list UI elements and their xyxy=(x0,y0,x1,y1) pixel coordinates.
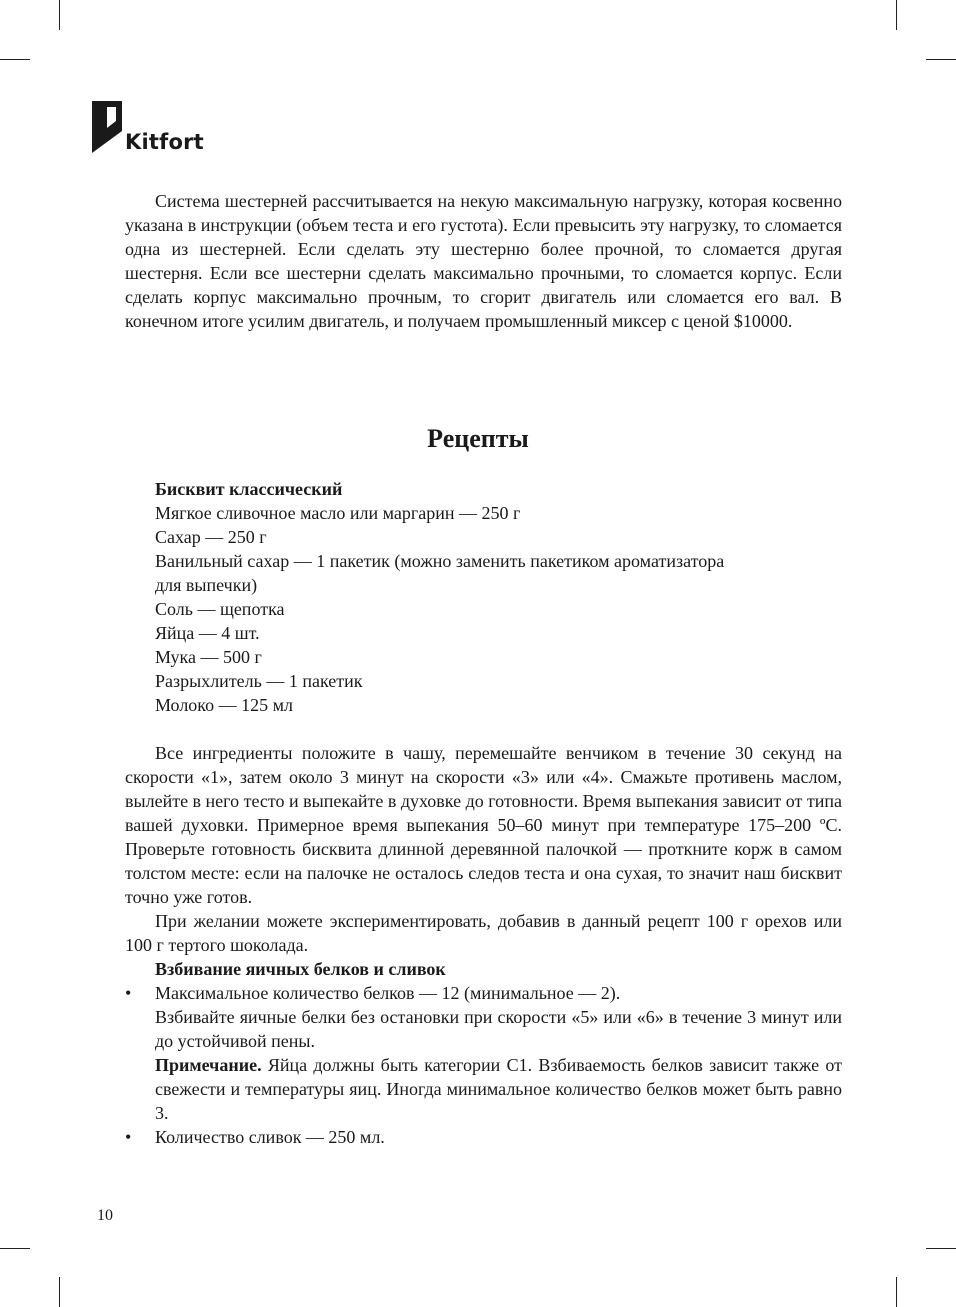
brand-logo xyxy=(92,101,204,153)
section-title: Рецепты xyxy=(427,424,529,453)
brand-name: Kitfort xyxy=(125,130,204,154)
crop-mark-top-right xyxy=(896,0,897,30)
ingredient-item: Разрыхлитель — 1 пакетик xyxy=(155,671,363,691)
intro-paragraph: Система шестерней рассчитывается на некую максимальную нагрузку, которая косвенно указана в инструкции (объем теста и его густота). Если превысить эту нагрузку, то сломается одна из шестерней. Если сделать эту шестерню более прочной, то сломается другая шестерня. Если все шестерни сделать максимально прочными, то сломается корпус. Если сделать корпус максимально прочным, то сгорит двигатель или сломается его вал. В конечном итоге усилим двигатель, и получаем промышленный миксер с ценой $10000. xyxy=(125,191,842,331)
recipe-ingredients xyxy=(155,477,845,717)
whipping-item-egg-whites xyxy=(125,981,842,1125)
recipe-title: Бисквит классический xyxy=(155,479,343,499)
ingredient-item: для выпечки) xyxy=(155,575,258,595)
ingredient-item: Молоко — 125 мл xyxy=(155,695,294,715)
crop-mark-left-top xyxy=(0,59,30,60)
crop-mark-bottom-left xyxy=(59,1277,60,1307)
ingredient-item: Сахар — 250 г xyxy=(155,527,267,547)
bullet-icon: • xyxy=(125,1127,132,1147)
ingredient-item: Ванильный сахар — 1 пакетик (можно заменить пакетиком ароматизатора xyxy=(155,551,725,571)
recipe-instructions: Все ингредиенты положите в чашу, перемешайте венчиком в течение 30 секунд на скорости «1», затем около 3 минут на скорости «3» или «4». Смажьте противень маслом, вылейте в него тесто и выпекайте в духовке до готовности. Время выпекания зависит от типа вашей духовки. Примерное время выпекания 50–60 минут при температуре 175–200 ºC. Проверьте готовность бисквита длинной деревянной палочкой — проткните корж в самом толстом месте: если на палочке не осталось следов теста и она сухая, то значит наш бисквит точно уже готов. xyxy=(125,743,842,907)
intro-section xyxy=(125,189,842,333)
crop-mark-left-bottom xyxy=(0,1248,30,1249)
bullet-icon: • xyxy=(125,983,132,1003)
egg-whites-instructions: Взбивайте яичные белки без остановки при скорости «5» или «6» в течение 3 минут или до устойчивой пены. xyxy=(155,1007,842,1051)
whipping-item-cream xyxy=(125,1125,842,1149)
egg-whites-quantity: Максимальное количество белков — 12 (минимальное — 2). xyxy=(155,983,621,1003)
crop-mark-bottom-right xyxy=(896,1277,897,1307)
whipping-title: Взбивание яичных белков и сливок xyxy=(155,959,446,979)
egg-whites-note xyxy=(155,1053,842,1125)
crop-mark-right-top xyxy=(926,59,956,60)
recipe-tip: При желании можете экспериментировать, добавив в данный рецепт 100 г орехов или 100 г тертого шоколада. xyxy=(125,911,842,955)
crop-mark-top-left xyxy=(59,0,60,30)
page-number: 10 xyxy=(97,1207,113,1224)
recipe-method xyxy=(125,741,842,1149)
note-text: Яйца должны быть категории С1. Взбиваемость белков зависит также от свежести и температуры яиц. Иногда минимальное количество белков может быть равно 3. xyxy=(155,1055,842,1123)
cream-quantity: Количество сливок — 250 мл. xyxy=(155,1127,385,1147)
kitfort-logo-icon xyxy=(92,101,122,153)
crop-mark-right-bottom xyxy=(926,1248,956,1249)
ingredient-item: Яйца — 4 шт. xyxy=(155,623,260,643)
ingredient-item: Мягкое сливочное масло или маргарин — 250 г xyxy=(155,503,521,523)
ingredient-item: Соль — щепотка xyxy=(155,599,285,619)
note-label: Примечание. xyxy=(155,1055,262,1075)
ingredient-item: Мука — 500 г xyxy=(155,647,262,667)
